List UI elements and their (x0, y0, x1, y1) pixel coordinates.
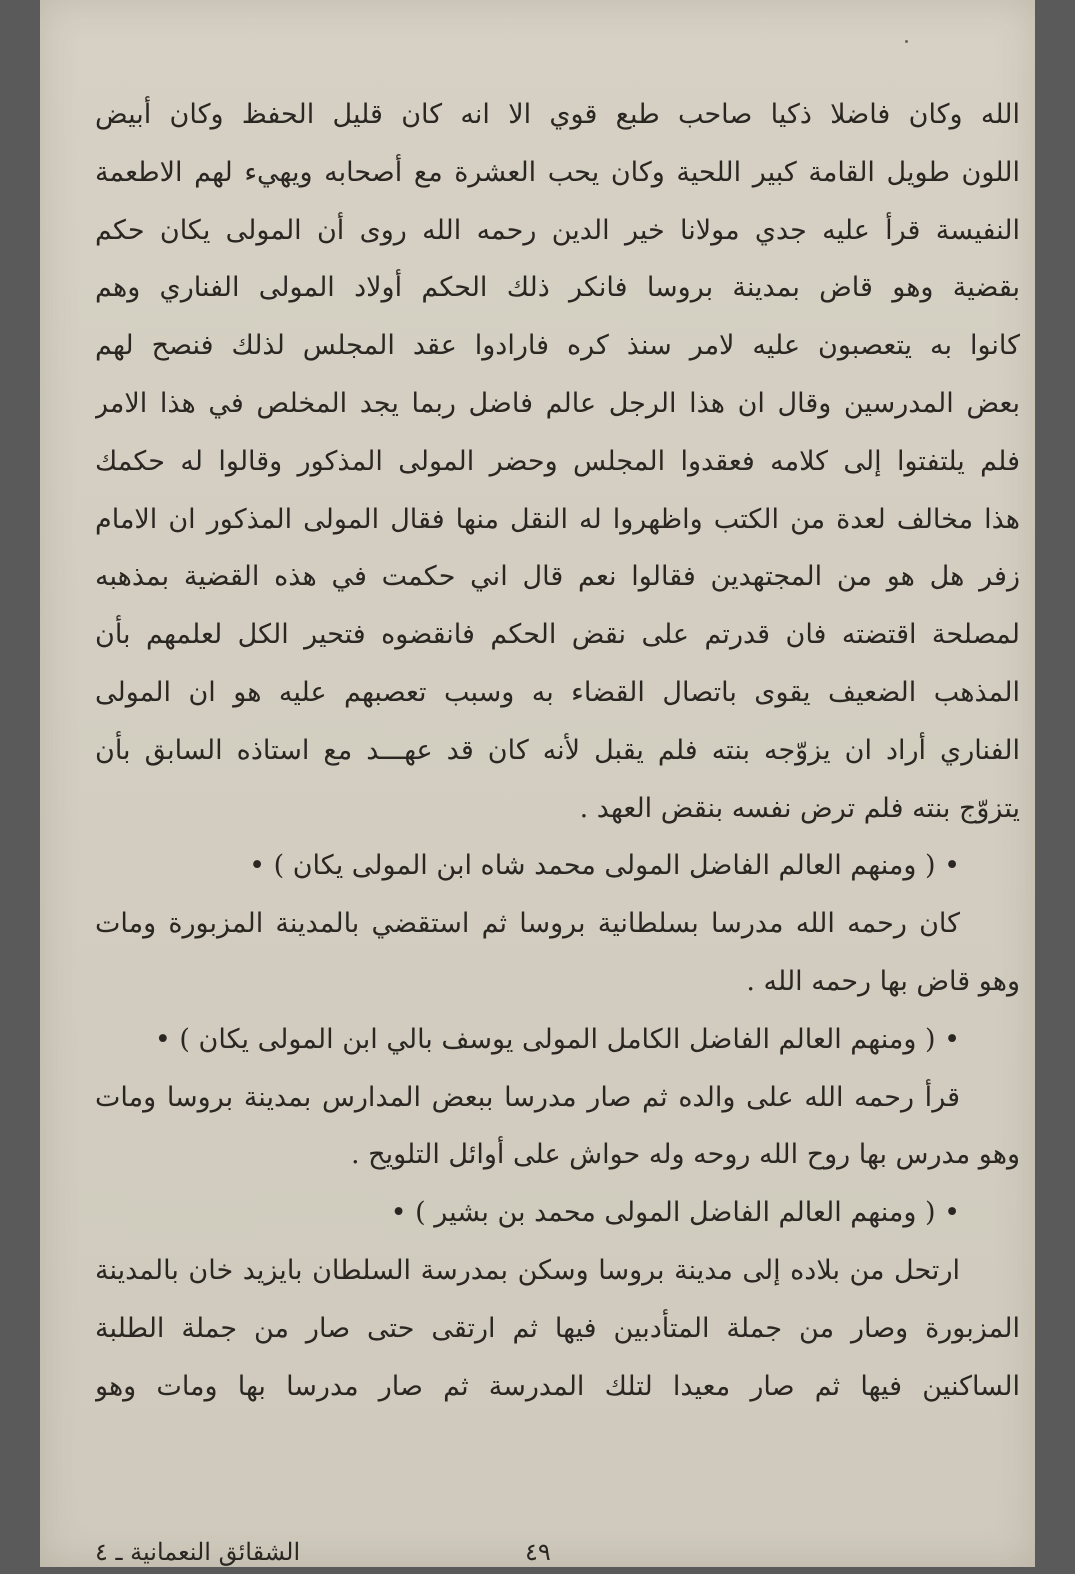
text-line: فلم يلتفتوا إلى كلامه فعقدوا المجلس وحضر المولى المذكور وقالوا له حكمك (95, 445, 1020, 477)
text-line: وهو قاض بها رحمه الله . (746, 965, 1020, 997)
text-line: هذا مخالف لعدة من الكتب واظهروا له النقل منها فقال المولى المذكور ان الامام (95, 503, 1020, 535)
text-line: الساكنين فيها ثم صار معيدا لتلك المدرسة ثم صار مدرسا بها ومات وهو (95, 1370, 1020, 1402)
page-number: ٤٩ (525, 1538, 551, 1566)
text-line: كانوا به يتعصبون عليه لامر سنذ كره فارادوا عقد المجلس لذلك فنصح لهم (95, 330, 1020, 362)
text-line: الفناري أراد ان يزوّجه بنته فلم يقبل لأنه كان قد عهـــد مع استاذه السابق بأن (95, 734, 1020, 766)
text-line: النفيسة قرأ عليه جدي مولانا خير الدين رحمه الله روى أن المولى يكان حكم (95, 214, 1020, 246)
section-heading: • ( ومنهم العالم الفاضل الكامل المولى يوسف بالي ابن المولى يكان ) • (154, 1023, 960, 1055)
text-line: ارتحل من بلاده إلى مدينة بروسا وسكن بمدرسة السلطان بايزيد خان بالمدينة (95, 1254, 960, 1286)
text-line: قرأ رحمه الله على والده ثم صار مدرسا ببعض المدارس بمدينة بروسا ومات (95, 1081, 960, 1113)
section-heading: • ( ومنهم العالم الفاضل المولى محمد شاه ابن المولى يكان ) • (249, 850, 960, 882)
text-line: اللون طويل القامة كبير اللحية وكان يحب العشرة مع أصحابه ويهيء لهم الاطعمة (95, 156, 1020, 188)
body-text (95, 86, 1020, 1415)
text-line: كان رحمه الله مدرسا بسلطانية بروسا ثم استقضي بالمدينة المزبورة ومات (95, 908, 960, 940)
text-line: بعض المدرسين وقال ان هذا الرجل عالم فاضل ربما يجد المخلص في هذا الامر (95, 387, 1020, 419)
text-line: بقضية وهو قاض بمدينة بروسا فانكر ذلك الحكم أولاد المولى الفناري وهم (95, 272, 1020, 304)
text-line: وهو مدرس بها روح الله روحه وله حواش على أوائل التلويح . (350, 1139, 1020, 1171)
section-heading: • ( ومنهم العالم الفاضل المولى محمد بن بشير ) • (390, 1197, 960, 1229)
book-page (40, 0, 1035, 1567)
text-line: يتزوّج بنته فلم ترض نفسه بنقض العهد . (579, 792, 1020, 824)
paper-speck (905, 40, 908, 43)
text-line: المذهب الضعيف يقوى باتصال القضاء به وسبب تعصبهم عليه هو ان المولى (95, 676, 1020, 708)
text-line: زفر هل هو من المجتهدين فقالوا نعم قال اني حكمت في هذه القضية بمذهبه (95, 561, 1020, 593)
book-title: الشقائق النعمانية ـ ٤ (95, 1538, 301, 1566)
text-line: لمصلحة اقتضته فان قدرتم على نقض الحكم فانقضوه فتحير الكل لعلمهم بأن (95, 619, 1020, 651)
text-line: الله وكان فاضلا ذكيا صاحب طبع قوي الا انه كان قليل الحفظ وكان أبيض (95, 99, 1020, 130)
page-footer (95, 1538, 1020, 1574)
text-line: المزبورة وصار من جملة المتأدبين فيها ثم ارتقى حتى صار من جملة الطلبة (95, 1312, 1020, 1344)
